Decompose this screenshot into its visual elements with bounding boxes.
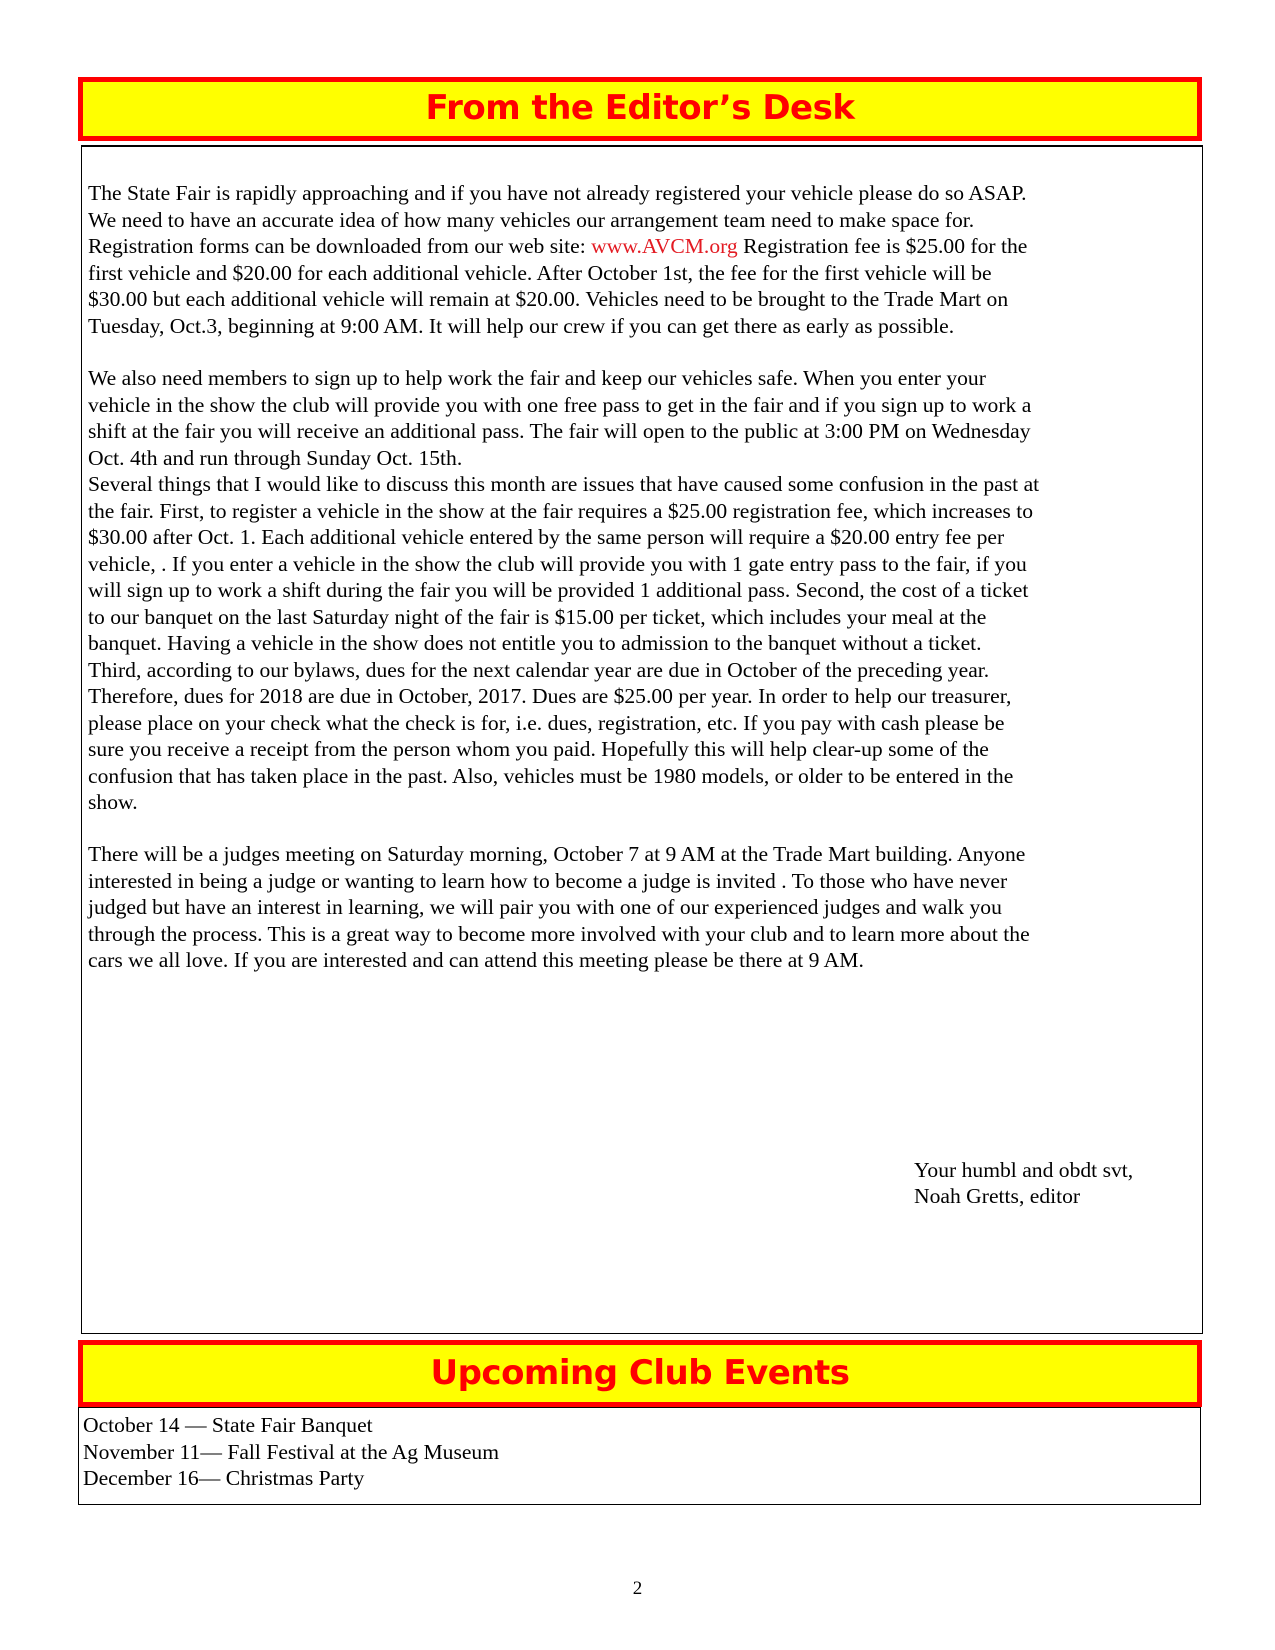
paragraph-volunteers: We also need members to sign up to help work the fair and keep our vehicles safe. When you enter your vehicle in the show the club will provide you with one free pass to get in the fair and if you sign up to work a shift at the fair you will receive an additional pass. The fair will open to the public at 3:00 PM on Wednesday Oct. 4th and run through Sunday Oct. 15th. bbox=[88, 366, 1032, 470]
editors-desk-title: From the Editor’s Desk bbox=[425, 88, 855, 128]
event-item: December 16— Christmas Party bbox=[83, 1466, 365, 1490]
signature-closing: Your humbl and obdt svt, bbox=[914, 1158, 1134, 1182]
paragraph-registration bbox=[88, 180, 1194, 339]
events-list bbox=[83, 1412, 499, 1492]
editors-desk-body bbox=[81, 145, 1203, 1334]
paragraph-clarifications: Several things that I would like to discuss this month are issues that have caused some confusion in the past at the fair. First, to register a vehicle in the show at the fair requires a $25.00 registration fee, which increases to $30.00 after Oct. 1. Each additional vehicle entered by the same person will require a $20.00 entry fee per vehicle, . If you enter a vehicle in the show the club will provide you with 1 gate entry pass to the fair, if you will sign up to work a shift during the fair you will be provided 1 additional pass. Second, the cost of a ticket to our banquet on the last Saturday night of the fair is $15.00 per ticket, which includes your meal at the banquet. Having a vehicle in the show does not entitle you to admission to the banquet without a ticket. Third, according to our bylaws, dues for the next calendar year are due in October of the preceding year. Therefore, dues for 2018 are due in October, 2017. Dues are $25.00 per year. In order to help our treasurer, please place on your check what the check is for, i.e. dues, registration, etc. If you pay with cash please be sure you receive a receipt from the person whom you paid. Hopefully this will help clear-up some of the confusion that has taken place in the past. Also, vehicles must be 1980 models, or older to be entered in the show. bbox=[88, 472, 1040, 814]
paragraph-judges-meeting: There will be a judges meeting on Saturday morning, October 7 at 9 AM at the Trade Mart building. Anyone interested in being a judge or wanting to learn how to become a judge is invited . To those who have never judged but have an interest in learning, we will pair you with one of our experienced judges and walk you through the process. This is a great way to become more involved with your club and to learn more about the cars we all love. If you are interested and can attend this meeting please be there at 9 AM. bbox=[88, 842, 1030, 972]
upcoming-events-banner bbox=[78, 1340, 1202, 1407]
paragraph-registration-text-start: The State Fair is rapidly approaching and if you have not already registered your vehicle please do so ASAP. We need to have an accurate idea of how many vehicles our arrangement team need to make space for. Registration forms can be downloaded from our web site: bbox=[88, 181, 1027, 258]
event-item: October 14 — State Fair Banquet bbox=[83, 1413, 373, 1437]
editors-desk-banner bbox=[78, 77, 1202, 141]
page-number: 2 bbox=[632, 1578, 643, 1599]
paragraph-registration-text-end: Registration fee is $25.00 for the first vehicle and $20.00 for each additional vehicle. After October 1st, the fee for the first vehicle will be $30.00 but each additional vehicle will remain at $20.00. Vehicles need to be brought to the Trade Mart on Tuesday, Oct.3, beginning at 9:00 AM. It will help our crew if you can get there as early as possible. bbox=[88, 234, 1028, 338]
upcoming-events-list-box bbox=[78, 1407, 1201, 1505]
website-link[interactable]: www.AVCM.org bbox=[591, 234, 738, 258]
upcoming-events-title: Upcoming Club Events bbox=[430, 1353, 850, 1393]
event-item: November 11— Fall Festival at the Ag Museum bbox=[83, 1439, 500, 1464]
signature-name: Noah Gretts, editor bbox=[914, 1184, 1081, 1208]
